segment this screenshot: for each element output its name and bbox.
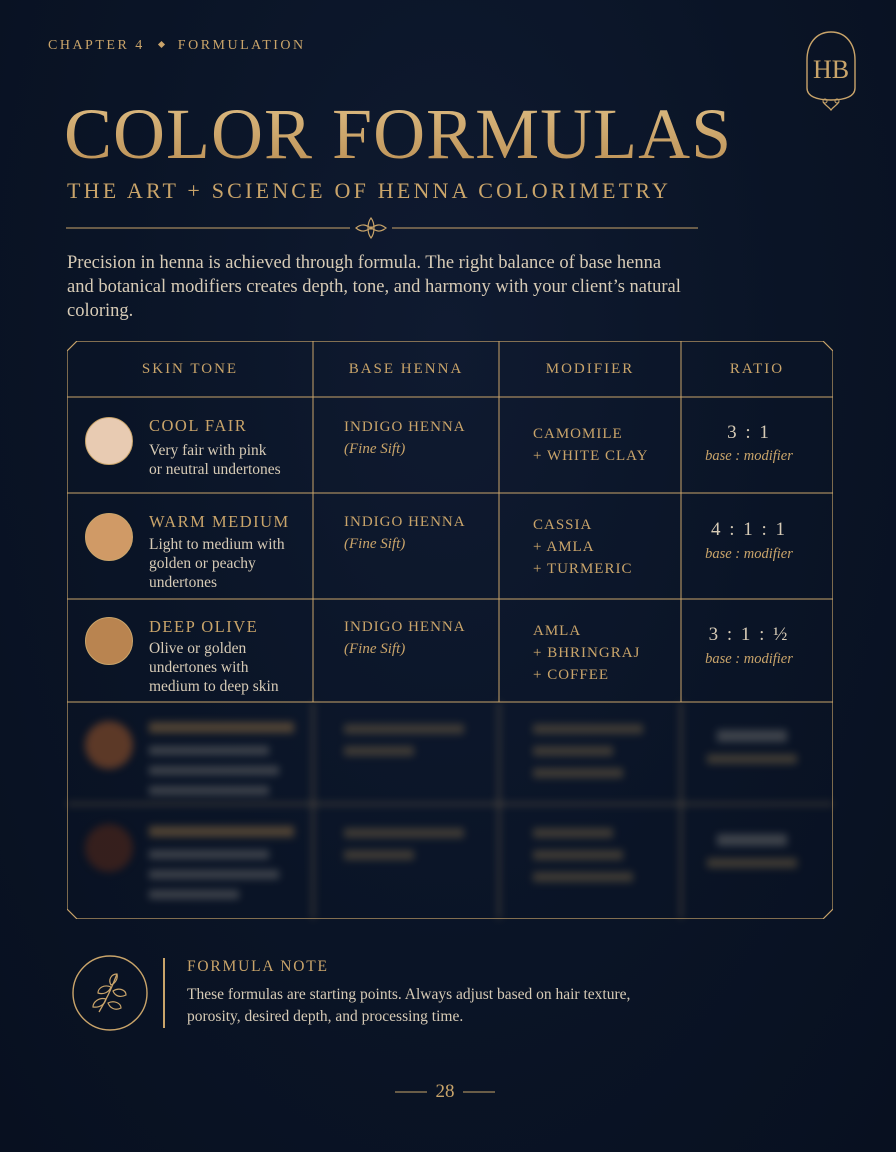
skin-swatch <box>85 513 133 561</box>
table-row <box>67 599 833 702</box>
running-header <box>48 38 306 54</box>
skin-swatch <box>85 617 133 665</box>
ratio-value: 4 : 1 : 1 <box>710 519 788 540</box>
base-henna-sub: (Fine Sift) <box>344 641 406 657</box>
base-henna-name: INDIGO HENNA <box>344 419 466 435</box>
base-henna-name: INDIGO HENNA <box>344 619 466 635</box>
note-body: These formulas are starting points. Always adjust based on hair texture, porosity, desired depth, and processing time. <box>187 986 631 1025</box>
ratio-value: 3 : 1 : ½ <box>708 624 790 645</box>
ratio-label: base : modifier <box>705 448 793 464</box>
tone-description: Light to medium with golden or peachy undertones <box>149 536 285 591</box>
chapter-label: CHAPTER 4 <box>48 38 145 53</box>
tone-name: WARM MEDIUM <box>149 512 290 531</box>
intro-paragraph: Precision in henna is achieved through formula. The right balance of base henna and botanical modifiers creates depth, tone, and harmony with your client’s natural coloring. <box>67 253 681 321</box>
page-number <box>395 1080 495 1104</box>
tone-description: Olive or golden undertones with medium to deep skin <box>149 640 279 695</box>
skin-swatch <box>85 417 133 465</box>
diamond-separator-icon <box>158 41 165 48</box>
base-henna-name: INDIGO HENNA <box>344 514 466 530</box>
ratio-value: 3 : 1 <box>727 422 771 443</box>
table-row <box>67 493 833 599</box>
table-row <box>67 397 833 493</box>
botanical-sprig-icon <box>71 954 149 1032</box>
ratio-label: base : modifier <box>705 651 793 667</box>
page-subtitle: THE ART + SCIENCE OF HENNA COLORIMETRY <box>67 178 672 203</box>
ratio-label: base : modifier <box>705 546 793 562</box>
page-title: COLOR FORMULAS <box>64 94 764 174</box>
base-henna-sub: (Fine Sift) <box>344 441 406 457</box>
note-title: FORMULA NOTE <box>187 958 329 975</box>
modifier-list: AMLA + BHRINGRAJ + COFFEE <box>533 623 641 683</box>
page-number-text: 28 <box>435 1081 455 1102</box>
base-henna-sub: (Fine Sift) <box>344 536 406 552</box>
header-base-henna: BASE HENNA <box>348 360 464 377</box>
note-divider <box>163 958 165 1028</box>
blurred-grid <box>67 702 833 919</box>
modifier-list: CASSIA + AMLA + TURMERIC <box>533 517 633 577</box>
tone-name: DEEP OLIVE <box>149 617 259 636</box>
modifier-list: CAMOMILE + WHITE CLAY <box>533 426 649 464</box>
tone-name: COOL FAIR <box>149 416 248 435</box>
ornament-divider-icon <box>66 215 698 243</box>
monogram-crest-icon <box>804 30 858 112</box>
tone-description: Very fair with pink or neutral undertones <box>149 442 281 478</box>
header-ratio: RATIO <box>729 360 785 377</box>
monogram-text: HB <box>812 55 850 84</box>
section-label: FORMULATION <box>177 38 306 53</box>
formula-table <box>67 341 833 919</box>
header-modifier: MODIFIER <box>545 360 635 377</box>
header-skin-tone: SKIN TONE <box>141 360 239 377</box>
